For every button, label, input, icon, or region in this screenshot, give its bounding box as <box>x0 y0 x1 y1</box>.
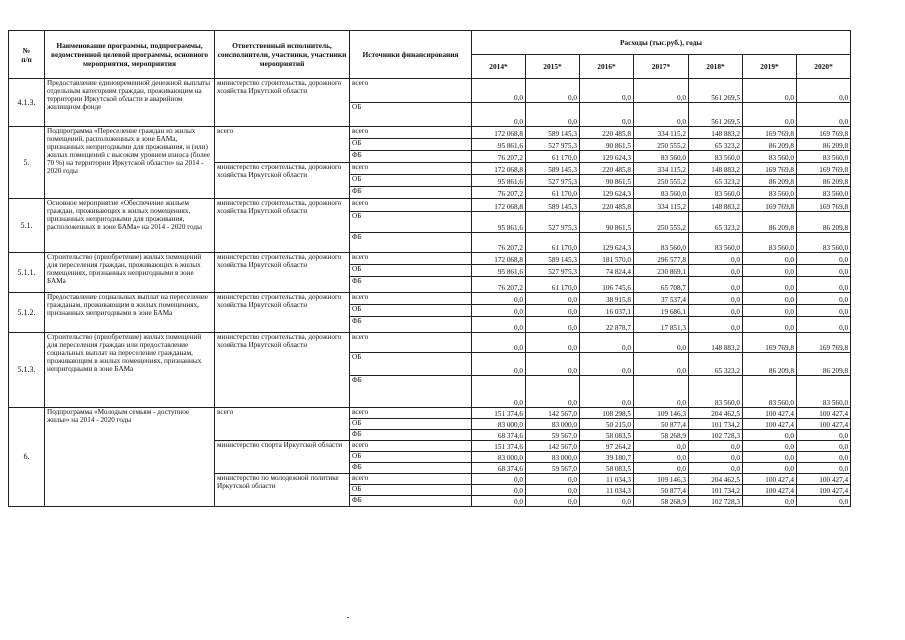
header-expenses: Расходы (тыс.руб.), годы <box>472 31 851 55</box>
amount-cell: 0,0 <box>743 277 797 293</box>
amount-cell: 83 560,0 <box>689 187 743 199</box>
amount-cell: 0,0 <box>689 305 743 317</box>
table-row <box>9 293 851 305</box>
amount-cell: 0,0 <box>797 463 851 474</box>
amount-cell: 61 170,0 <box>526 233 580 253</box>
amount-cell: 0,0 <box>472 496 526 507</box>
amount-cell: 61 170,0 <box>526 277 580 293</box>
amount-cell: 0,0 <box>472 79 526 103</box>
amount-cell: 172 068,8 <box>472 199 526 212</box>
source-cell: ОБ <box>350 103 472 127</box>
amount-cell: 0,0 <box>634 441 689 452</box>
executor-cell: министерство спорта Иркутской области <box>215 441 350 474</box>
amount-cell: 50 215,0 <box>580 419 634 430</box>
amount-cell: 169 769,8 <box>743 163 797 175</box>
amount-cell: 109 146,3 <box>634 474 689 485</box>
item-number: 4.1.3. <box>9 79 45 127</box>
amount-cell: 0,0 <box>526 353 580 376</box>
amount-cell: 0,0 <box>743 103 797 127</box>
amount-cell: 100 427,4 <box>743 474 797 485</box>
amount-cell: 0,0 <box>797 496 851 507</box>
amount-cell: 0,0 <box>689 317 743 333</box>
executor-cell: всего <box>215 408 350 441</box>
amount-cell: 169 769,8 <box>797 163 851 175</box>
amount-cell: 250 555,2 <box>634 175 689 187</box>
item-name: Предоставление социальных выплат на переселение гражданам, проживающим в жилых помещениях, признанных непригодными в зоне БАМа <box>45 293 215 333</box>
amount-cell: 0,0 <box>634 79 689 103</box>
amount-cell: 11 034,3 <box>580 485 634 496</box>
budget-sheet <box>8 30 850 507</box>
item-name: Подпрограмма «Переселение граждан из жилых помещений, расположенных в зоне БАМа, признанных непригодными для проживания, и (или) жилых помещений с высоким уровнем износа (более 70 %) на территории Иркутской области» на 2014 - 2020 годы <box>45 127 215 199</box>
amount-cell: 19 686,1 <box>634 305 689 317</box>
amount-cell: 169 769,8 <box>743 127 797 139</box>
table-row <box>9 199 851 212</box>
table-row <box>9 79 851 103</box>
amount-cell: 0,0 <box>743 265 797 277</box>
amount-cell: 83 560,0 <box>797 187 851 199</box>
amount-cell: 0,0 <box>472 103 526 127</box>
amount-cell: 83 560,0 <box>689 376 743 408</box>
amount-cell: 100 427,4 <box>743 485 797 496</box>
header-year: 2020* <box>797 55 851 79</box>
header-year: 2015* <box>526 55 580 79</box>
amount-cell: 334 115,2 <box>634 163 689 175</box>
amount-cell: 129 624,3 <box>580 187 634 199</box>
amount-cell: 100 427,4 <box>797 419 851 430</box>
amount-cell: 148 883,2 <box>689 199 743 212</box>
amount-cell: 86 209,8 <box>743 353 797 376</box>
amount-cell: 142 567,0 <box>526 408 580 419</box>
table-row <box>9 253 851 265</box>
source-cell: всего <box>350 199 472 212</box>
amount-cell: 83 000,0 <box>526 452 580 463</box>
amount-cell: 0,0 <box>634 333 689 353</box>
amount-cell: 0,0 <box>526 474 580 485</box>
item-name: Предоставление единовременной денежной выплаты отдельным категориям граждан, проживающим на территории Иркутской области в аварийном жилищном фонде <box>45 79 215 127</box>
amount-cell: 0,0 <box>743 496 797 507</box>
header-source: Источники финансирования <box>350 31 472 79</box>
amount-cell: 86 209,8 <box>743 175 797 187</box>
amount-cell: 0,0 <box>689 452 743 463</box>
amount-cell: 90 861,5 <box>580 139 634 151</box>
amount-cell: 204 462,5 <box>689 474 743 485</box>
amount-cell: 0,0 <box>743 317 797 333</box>
amount-cell: 0,0 <box>580 79 634 103</box>
amount-cell: 172 068,8 <box>472 127 526 139</box>
amount-cell: 172 068,8 <box>472 163 526 175</box>
amount-cell: 101 734,2 <box>689 419 743 430</box>
amount-cell: 151 374,6 <box>472 441 526 452</box>
amount-cell: 38 915,8 <box>580 293 634 305</box>
amount-cell: 0,0 <box>797 430 851 441</box>
amount-cell: 169 769,8 <box>743 333 797 353</box>
amount-cell: 102 728,3 <box>689 496 743 507</box>
amount-cell: 102 728,3 <box>689 430 743 441</box>
amount-cell: 0,0 <box>743 293 797 305</box>
amount-cell: 86 209,8 <box>797 353 851 376</box>
amount-cell: 83 560,0 <box>743 233 797 253</box>
source-cell: ОБ <box>350 175 472 187</box>
amount-cell: 0,0 <box>526 317 580 333</box>
source-cell: всего <box>350 441 472 452</box>
source-cell: всего <box>350 293 472 305</box>
amount-cell: 148 883,2 <box>689 333 743 353</box>
amount-cell: 0,0 <box>526 376 580 408</box>
amount-cell: 169 769,8 <box>797 333 851 353</box>
executor-cell: министерство по молодежной политике Иркутской области <box>215 474 350 507</box>
amount-cell: 101 734,2 <box>689 485 743 496</box>
source-cell: ОБ <box>350 212 472 233</box>
executor-cell: всего <box>215 127 350 163</box>
header-year: 2017* <box>634 55 689 79</box>
source-cell: ФБ <box>350 317 472 333</box>
amount-cell: 100 427,4 <box>797 485 851 496</box>
amount-cell: 76 207,2 <box>472 187 526 199</box>
header-year: 2016* <box>580 55 634 79</box>
amount-cell: 39 180,7 <box>580 452 634 463</box>
amount-cell: 589 145,3 <box>526 253 580 265</box>
amount-cell: 0,0 <box>743 305 797 317</box>
amount-cell: 76 207,2 <box>472 151 526 163</box>
header-name: Наименование программы, подпрограммы, ведомственной целевой программы, основного мероприятия, мероприятия <box>45 31 215 79</box>
amount-cell: 220 485,8 <box>580 127 634 139</box>
amount-cell: 58 083,5 <box>580 463 634 474</box>
source-cell: всего <box>350 408 472 419</box>
amount-cell: 100 427,4 <box>743 419 797 430</box>
amount-cell: 169 769,8 <box>743 199 797 212</box>
amount-cell: 0,0 <box>797 441 851 452</box>
source-cell: ОБ <box>350 452 472 463</box>
amount-cell: 0,0 <box>743 452 797 463</box>
amount-cell: 589 145,3 <box>526 163 580 175</box>
executor-cell: министерство строительства, дорожного хозяйства Иркутской области <box>215 333 350 408</box>
amount-cell: 83 560,0 <box>634 151 689 163</box>
source-cell: ФБ <box>350 496 472 507</box>
source-cell: ОБ <box>350 353 472 376</box>
amount-cell: 250 555,2 <box>634 139 689 151</box>
amount-cell: 0,0 <box>797 253 851 265</box>
amount-cell: 334 115,2 <box>634 199 689 212</box>
amount-cell: 11 034,3 <box>580 474 634 485</box>
source-cell: всего <box>350 474 472 485</box>
item-name: Строительство (приобретение) жилых помещений для переселения граждан или предоставление социальных выплат на переселение гражданам, проживающим в жилых помещениях, признанных непригодными в зоне БАМа <box>45 333 215 408</box>
amount-cell: 0,0 <box>526 79 580 103</box>
amount-cell: 100 427,4 <box>797 474 851 485</box>
amount-cell: 0,0 <box>797 103 851 127</box>
amount-cell: 0,0 <box>526 485 580 496</box>
amount-cell: 220 485,8 <box>580 163 634 175</box>
item-number: 5.1. <box>9 199 45 253</box>
amount-cell: 0,0 <box>689 253 743 265</box>
amount-cell: 16 037,1 <box>580 305 634 317</box>
item-number: 5.1.3. <box>9 333 45 408</box>
amount-cell: 83 560,0 <box>797 233 851 253</box>
amount-cell: 59 567,0 <box>526 463 580 474</box>
amount-cell: 0,0 <box>743 253 797 265</box>
amount-cell: 250 555,2 <box>634 212 689 233</box>
amount-cell: 0,0 <box>526 293 580 305</box>
executor-cell: министерство строительства, дорожного хозяйства Иркутской области <box>215 293 350 333</box>
amount-cell: 0,0 <box>472 317 526 333</box>
amount-cell: 68 374,6 <box>472 463 526 474</box>
amount-cell: 0,0 <box>472 474 526 485</box>
amount-cell: 527 975,3 <box>526 175 580 187</box>
amount-cell: 65 323,2 <box>689 139 743 151</box>
amount-cell: 86 209,8 <box>797 175 851 187</box>
amount-cell: 0,0 <box>526 305 580 317</box>
amount-cell: 527 975,3 <box>526 139 580 151</box>
table-body <box>9 79 851 507</box>
table-row <box>9 333 851 353</box>
amount-cell: 172 068,8 <box>472 253 526 265</box>
source-cell: ОБ <box>350 139 472 151</box>
amount-cell: 109 146,3 <box>634 408 689 419</box>
amount-cell: 181 570,0 <box>580 253 634 265</box>
item-name: Подпрограмма «Молодым семьям - доступное жилье» на 2014 - 2020 годы <box>45 408 215 507</box>
source-cell: всего <box>350 253 472 265</box>
amount-cell: 0,0 <box>743 441 797 452</box>
source-cell: всего <box>350 163 472 175</box>
amount-cell: 0,0 <box>797 293 851 305</box>
amount-cell: 589 145,3 <box>526 127 580 139</box>
amount-cell: 58 268,9 <box>634 430 689 441</box>
amount-cell: 97 264,2 <box>580 441 634 452</box>
amount-cell: 65 323,2 <box>689 212 743 233</box>
item-name: Основное мероприятие «Обеспечение жильем граждан, проживающих в жилых помещениях, признанных непригодными для проживания, расположенных в зоне БАМа» на 2014 - 2020 годы <box>45 199 215 253</box>
amount-cell: 0,0 <box>797 265 851 277</box>
source-cell: ФБ <box>350 233 472 253</box>
amount-cell: 58 083,5 <box>580 430 634 441</box>
amount-cell: 169 769,8 <box>797 127 851 139</box>
amount-cell: 0,0 <box>797 305 851 317</box>
amount-cell: 100 427,4 <box>797 408 851 419</box>
amount-cell: 90 861,5 <box>580 175 634 187</box>
amount-cell: 0,0 <box>526 333 580 353</box>
table-row <box>9 127 851 139</box>
amount-cell: 61 170,0 <box>526 151 580 163</box>
source-cell: ОБ <box>350 265 472 277</box>
source-cell: всего <box>350 79 472 103</box>
source-cell: ФБ <box>350 430 472 441</box>
amount-cell: 0,0 <box>472 305 526 317</box>
amount-cell: 17 851,3 <box>634 317 689 333</box>
amount-cell: 0,0 <box>580 103 634 127</box>
amount-cell: 22 878,7 <box>580 317 634 333</box>
amount-cell: 90 861,5 <box>580 212 634 233</box>
executor-cell: министерство строительства, дорожного хозяйства Иркутской области <box>215 163 350 199</box>
amount-cell: 561 269,5 <box>689 79 743 103</box>
amount-cell: 561 269,5 <box>689 103 743 127</box>
header-year: 2019* <box>743 55 797 79</box>
amount-cell: 65 323,2 <box>689 353 743 376</box>
source-cell: ФБ <box>350 187 472 199</box>
amount-cell: 106 745,6 <box>580 277 634 293</box>
amount-cell: 83 560,0 <box>797 376 851 408</box>
amount-cell: 95 861,6 <box>472 265 526 277</box>
source-cell: ОБ <box>350 305 472 317</box>
amount-cell: 0,0 <box>634 452 689 463</box>
amount-cell: 334 115,2 <box>634 127 689 139</box>
amount-cell: 0,0 <box>797 79 851 103</box>
amount-cell: 0,0 <box>743 463 797 474</box>
amount-cell: 0,0 <box>743 430 797 441</box>
amount-cell: 0,0 <box>580 333 634 353</box>
header-year: 2014* <box>472 55 526 79</box>
source-cell: ОБ <box>350 485 472 496</box>
amount-cell: 83 560,0 <box>634 187 689 199</box>
amount-cell: 0,0 <box>797 317 851 333</box>
amount-cell: 65 323,2 <box>689 175 743 187</box>
amount-cell: 0,0 <box>797 452 851 463</box>
table-header <box>9 31 851 79</box>
amount-cell: 0,0 <box>634 376 689 408</box>
amount-cell: 0,0 <box>580 376 634 408</box>
source-cell: всего <box>350 127 472 139</box>
amount-cell: 230 869,1 <box>634 265 689 277</box>
amount-cell: 58 268,9 <box>634 496 689 507</box>
amount-cell: 0,0 <box>634 463 689 474</box>
source-cell: всего <box>350 333 472 353</box>
amount-cell: 76 207,2 <box>472 233 526 253</box>
amount-cell: 76 207,2 <box>472 277 526 293</box>
executor-cell: министерство строительства, дорожного хозяйства Иркутской области <box>215 253 350 293</box>
amount-cell: 589 145,3 <box>526 199 580 212</box>
amount-cell: 37 537,4 <box>634 293 689 305</box>
amount-cell: 0,0 <box>526 103 580 127</box>
amount-cell: 59 567,0 <box>526 430 580 441</box>
header-executor: Ответственный исполнитель, соисполнители, участники, участники мероприятий <box>215 31 350 79</box>
amount-cell: 0,0 <box>689 441 743 452</box>
amount-cell: 0,0 <box>526 496 580 507</box>
amount-cell: 220 485,8 <box>580 199 634 212</box>
source-cell: ОБ <box>350 419 472 430</box>
amount-cell: 0,0 <box>472 333 526 353</box>
amount-cell: 129 624,3 <box>580 233 634 253</box>
executor-cell: министерство строительства, дорожного хозяйства Иркутской области <box>215 79 350 127</box>
header-number: № п/п <box>9 31 45 79</box>
amount-cell: 0,0 <box>743 79 797 103</box>
amount-cell: 0,0 <box>580 496 634 507</box>
amount-cell: 50 877,4 <box>634 419 689 430</box>
amount-cell: 86 209,8 <box>797 212 851 233</box>
amount-cell: 68 374,6 <box>472 430 526 441</box>
amount-cell: 83 560,0 <box>743 376 797 408</box>
amount-cell: 0,0 <box>689 463 743 474</box>
amount-cell: 148 883,2 <box>689 163 743 175</box>
amount-cell: 142 567,0 <box>526 441 580 452</box>
expenses-table <box>8 30 851 507</box>
amount-cell: 296 577,8 <box>634 253 689 265</box>
amount-cell: 0,0 <box>634 353 689 376</box>
amount-cell: 129 624,3 <box>580 151 634 163</box>
amount-cell: 0,0 <box>689 277 743 293</box>
amount-cell: 95 861,6 <box>472 212 526 233</box>
amount-cell: 86 209,8 <box>743 139 797 151</box>
amount-cell: 527 975,3 <box>526 212 580 233</box>
amount-cell: 0,0 <box>472 376 526 408</box>
amount-cell: 169 769,8 <box>797 199 851 212</box>
amount-cell: 86 209,8 <box>743 212 797 233</box>
amount-cell: 83 560,0 <box>743 151 797 163</box>
source-cell: ФБ <box>350 463 472 474</box>
amount-cell: 148 883,2 <box>689 127 743 139</box>
amount-cell: 0,0 <box>472 485 526 496</box>
amount-cell: 61 170,0 <box>526 187 580 199</box>
amount-cell: 0,0 <box>689 265 743 277</box>
amount-cell: 151 374,6 <box>472 408 526 419</box>
scan-artifact <box>347 617 349 618</box>
amount-cell: 83 000,0 <box>472 452 526 463</box>
amount-cell: 0,0 <box>797 277 851 293</box>
header-year: 2018* <box>689 55 743 79</box>
amount-cell: 83 560,0 <box>689 233 743 253</box>
source-cell: ФБ <box>350 376 472 408</box>
amount-cell: 0,0 <box>634 103 689 127</box>
item-number: 5.1.1. <box>9 253 45 293</box>
amount-cell: 65 708,7 <box>634 277 689 293</box>
amount-cell: 83 560,0 <box>634 233 689 253</box>
source-cell: ФБ <box>350 151 472 163</box>
amount-cell: 50 877,4 <box>634 485 689 496</box>
item-number: 5.1.2. <box>9 293 45 333</box>
amount-cell: 527 975,3 <box>526 265 580 277</box>
amount-cell: 83 000,0 <box>526 419 580 430</box>
amount-cell: 100 427,4 <box>743 408 797 419</box>
amount-cell: 108 298,5 <box>580 408 634 419</box>
item-name: Строительство (приобретение) жилых помещений для переселения граждан, проживающих в жилых помещениях, признанных непригодными в зоне БАМа <box>45 253 215 293</box>
amount-cell: 0,0 <box>472 293 526 305</box>
amount-cell: 95 861,6 <box>472 175 526 187</box>
source-cell: ФБ <box>350 277 472 293</box>
item-number: 6. <box>9 408 45 507</box>
amount-cell: 0,0 <box>689 293 743 305</box>
executor-cell: министерство строительства, дорожного хозяйства Иркутской области <box>215 199 350 253</box>
item-number: 5. <box>9 127 45 199</box>
amount-cell: 0,0 <box>472 353 526 376</box>
amount-cell: 95 861,6 <box>472 139 526 151</box>
amount-cell: 83 560,0 <box>797 151 851 163</box>
amount-cell: 83 560,0 <box>743 187 797 199</box>
amount-cell: 204 462,5 <box>689 408 743 419</box>
amount-cell: 74 824,4 <box>580 265 634 277</box>
amount-cell: 86 209,8 <box>797 139 851 151</box>
amount-cell: 83 560,0 <box>689 151 743 163</box>
amount-cell: 83 000,0 <box>472 419 526 430</box>
amount-cell: 0,0 <box>580 353 634 376</box>
table-row <box>9 408 851 419</box>
